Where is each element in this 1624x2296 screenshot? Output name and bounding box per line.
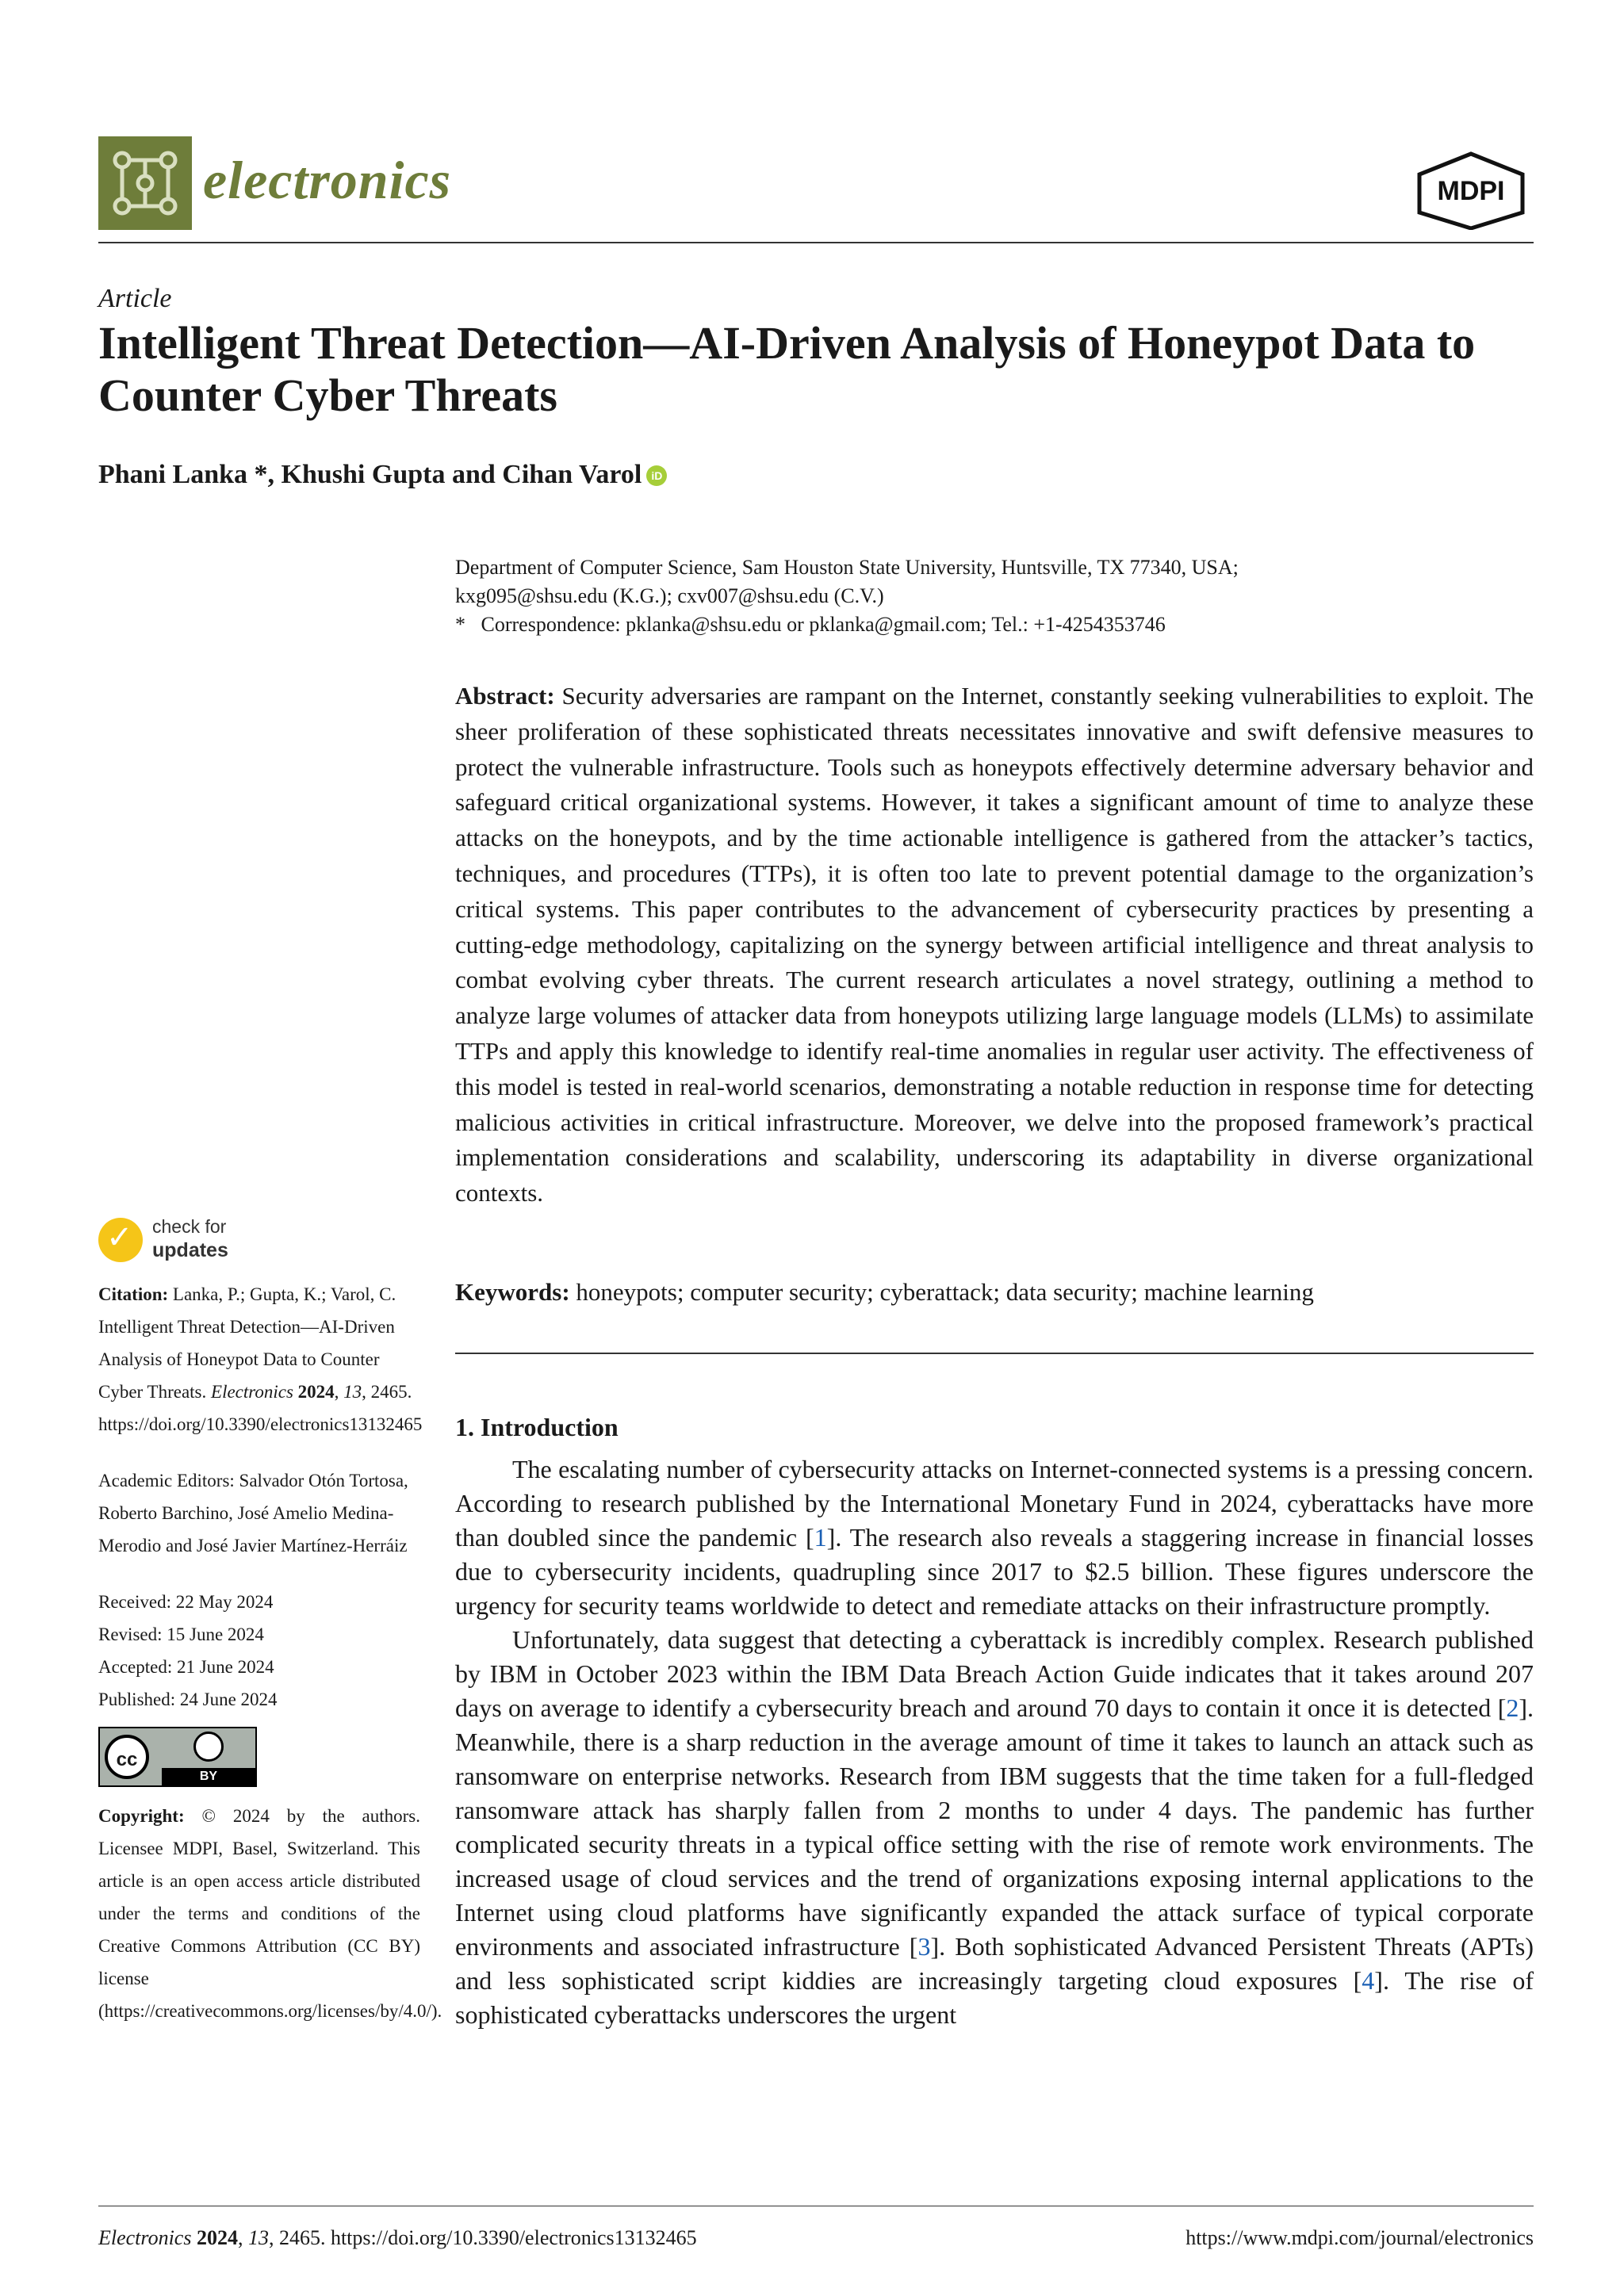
paragraph [455,1452,1534,1623]
copyright-text: © 2024 by the authors. Licensee MDPI, Basel, Switzerland. This article is an open access article distributed under the terms and conditions of the Creative Commons Attribution (CC BY) license (https://creativecommons.org/licenses/by/4.0/). [98,1806,442,2021]
reference-link[interactable]: 2 [1506,1693,1519,1722]
citation-volume: 13 [343,1382,362,1402]
authors-text: Phani Lanka *, Khushi Gupta and Cihan Varol [98,460,642,489]
citation-journal: Electronics [211,1382,293,1402]
abstract-text: Security adversaries are rampant on the Internet, constantly seeking vulnerabilities to exploit. The sheer proliferation of these sophisticated threats necessitates innovative and swift defensive measures to protect the vulnerable infrastructure. Tools such as honeypots effectively determine adversary behavior and safeguard critical organizational systems. However, it takes a significant amount of time to analyze these attacks on the honeypots, and by the time actionable intelligence is gathered from the attacker’s tactics, techniques, and procedures (TTPs), it is often too late to prevent potential damage to the organization’s critical systems. This paper contributes to the advancement of cybersecurity practices by presenting a cutting-edge methodology, capitalizing on the synergy between artificial intelligence and threat analysis to combat evolving cyber threats. The current research articulates a novel strategy, outlining a method to analyze large volumes of attacker data from honeypots utilizing large language models (LLMs) to assimilate TTPs and apply this knowledge to identify real-time anomalies in regular user activity. The effectiveness of this model is tested in real-world scenarios, demonstrating a notable reduction in response time for detecting malicious activities in critical infrastructure. Moreover, we delve into the proposed framework’s practical implementation considerations and scalability, underscoring its adaptability in diverse organizational contexts. [455,682,1534,1207]
text-run: ]. Meanwhile, there is a sharp reduction in the average amount of time it takes to launch an attack such as ransomware on enterprise networks. Research from IBM suggests that the time taken for a full-fledged ransomware attack has sharply fallen from 2 months to under 4 days. The pandemic has further complicated security threats in a typical office setting with the rise of remote work environments. The increased usage of cloud services and the trend of organizations exposing internal applications to the Internet using cloud platforms have significantly expanded the attack surface of typical corporate environments and associated infrastructure [ [455,1693,1534,1961]
citation: Citation: Lanka, P.; Gupta, K.; Varol, C. Intelligent Threat Detection—AI-Driven Analysis of Honeypot Data to Counter Cyber Threats. Electronics 2024, 13, 2465. https://doi.org/10.3390/electronics13132465 [98,1284,423,1434]
header-rule [98,242,1534,243]
journal-name: electronics [203,150,452,210]
footer-journal: Electronics [98,2226,192,2249]
introduction-body [455,1452,1534,2032]
text-run: Unfortunately, data suggest that detecting a cyberattack is incredibly complex. Research published by IBM in October 2023 within the IBM Data Breach Action Guide indicates that it takes around 207 days on average to identify a cybersecurity breach and around 70 days to contain it once it is detected [ [455,1625,1534,1722]
keywords-text: honeypots; computer security; cyberattack; data security; machine learning [576,1278,1314,1306]
keywords [455,1278,1534,1307]
revised-date: Revised: 15 June 2024 [98,1624,264,1644]
text-run: ]. Both sophisticated Advanced Persistent Threats (APTs) and less sophisticated script kiddies are increasingly targeting cloud exposures [ [455,1932,1534,1995]
footer-journal-url[interactable]: https://www.mdpi.com/journal/electronics [1185,2226,1534,2249]
citation-year: 2024 [297,1382,335,1402]
affiliation-emails: kxg095@shsu.edu (K.G.); cxv007@shsu.edu (C.V.) [455,584,884,607]
attribution-icon [193,1732,224,1762]
check-updates-line1: check for [152,1216,227,1237]
reference-link[interactable]: 3 [917,1932,931,1961]
correspondence: * Correspondence: pklanka@shsu.edu or pklanka@gmail.com; Tel.: +1-4254353746 [455,613,1166,636]
cc-by-license-badge[interactable] [98,1727,257,1787]
keywords-label: Keywords: [455,1278,570,1306]
citation-doi[interactable]: , 2465. https://doi.org/10.3390/electronics13132465 [98,1382,423,1434]
author-list [98,460,667,490]
section-heading: 1. Introduction [455,1413,619,1441]
article-type: Article [98,284,172,313]
footer-year: 2024 [196,2226,238,2249]
abstract-label: Abstract: [455,682,555,710]
copyright-notice [98,1800,442,2027]
section-divider [455,1353,1534,1354]
checkmark-icon: ✓ [98,1218,143,1262]
footer-citation: Electronics 2024, 13, 2465. https://doi.org/10.3390/electronics13132465 [98,2226,697,2249]
check-updates-line2: updates [152,1239,228,1261]
svg-text:MDPI: MDPI [1437,176,1505,206]
reference-link[interactable]: 1 [814,1523,827,1552]
paper-title: Intelligent Threat Detection—AI-Driven Analysis of Honeypot Data to Counter Cyber Threats [98,317,1476,421]
journal-logo [98,136,192,230]
check-for-updates-badge[interactable] [98,1216,228,1264]
check-updates-text [152,1216,228,1264]
affiliation-line: Department of Computer Science, Sam Houston State University, Huntsville, TX 77340, USA; [455,556,1239,579]
mdpi-logo [1411,151,1530,230]
footer-volume: 13 [247,2226,269,2249]
accepted-date: Accepted: 21 June 2024 [98,1657,274,1677]
orcid-icon[interactable]: iD [646,465,667,486]
academic-editors: Academic Editors: Salvador Otón Tortosa, Roberto Barchino, José Amelio Medina-Merodio and José Javier Martínez-Herráiz [98,1471,408,1556]
paragraph [455,1623,1534,2032]
reference-link[interactable]: 4 [1362,1966,1375,1995]
affiliation-block [455,553,1534,639]
copyright-label: Copyright: [98,1806,185,1826]
text-run: ]. The rise of sophisticated cyberattacks underscores the urgent [455,1966,1534,2029]
text-run: ]. The research also reveals a staggering increase in financial losses due to cybersecurity incidents, quadrupling since 2017 to $2.5 billion. These figures underscore the urgency for security teams worldwide to detect and remediate attacks on their infrastructure promptly. [455,1523,1534,1620]
citation-text: Lanka, P.; Gupta, K.; Varol, C. Intelligent Threat Detection—AI-Driven Analysis of Honeypot Data to Counter Cyber Threats. [98,1284,396,1402]
text-run: The escalating number of cybersecurity attacks on Internet-connected systems is a pressing concern. According to research published by the International Monetary Fund in 2024, cyberattacks have more than doubled since the pandemic [ [455,1455,1534,1552]
cc-icon: cc [105,1735,149,1779]
received-date: Received: 22 May 2024 [98,1592,274,1612]
by-label: BY [162,1768,255,1785]
published-date: Published: 24 June 2024 [98,1689,278,1709]
footer-doi[interactable]: , 2465. https://doi.org/10.3390/electronics13132465 [268,2226,697,2249]
sidebar [98,1278,442,2027]
abstract [455,679,1534,1211]
citation-label: Citation: [98,1284,169,1304]
